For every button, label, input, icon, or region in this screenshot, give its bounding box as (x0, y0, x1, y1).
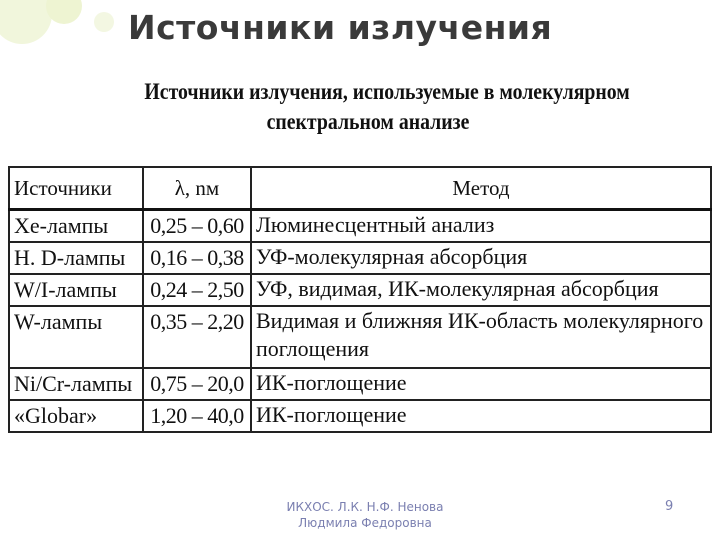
method-cell: ИК-поглощение (251, 400, 711, 432)
table-row (9, 242, 711, 274)
source-cell: «Globar» (9, 400, 143, 432)
wavelength-cell: 0,75 – 20,0 (143, 368, 251, 400)
header-sources: Источники (9, 167, 143, 210)
slide-title: Источники излучения (128, 8, 553, 47)
footer-author (270, 499, 460, 531)
table-row (9, 306, 711, 368)
table-caption-line2: спектральном анализе (266, 109, 470, 134)
table-row (9, 368, 711, 400)
table-row (9, 274, 711, 306)
method-cell: УФ-молекулярная абсорбция (251, 242, 711, 274)
header-wavelength: λ, nм (143, 167, 251, 210)
wavelength-cell: 0,24 – 2,50 (143, 274, 251, 306)
footer-author-line2: Людмила Федоровна (298, 516, 432, 530)
table-header-row (9, 167, 711, 210)
method-cell: Люминесцентный анализ (251, 210, 711, 243)
table-row (9, 400, 711, 432)
source-cell: W-лампы (9, 306, 143, 368)
source-cell: Хе-лампы (9, 210, 143, 243)
footer-author-line1: ИКХОС. Л.К. Н.Ф. Ненова (286, 500, 444, 514)
method-cell: ИК-поглощение (251, 368, 711, 400)
method-cell: Видимая и ближняя ИК-область молекулярного поглощения (251, 306, 711, 368)
table-row (9, 210, 711, 243)
wavelength-cell: 0,16 – 0,38 (143, 242, 251, 274)
scanned-table-image (8, 64, 714, 516)
source-cell: Н. D-лампы (9, 242, 143, 274)
source-cell: W/I-лампы (9, 274, 143, 306)
wavelength-cell: 0,25 – 0,60 (143, 210, 251, 243)
method-cell: УФ, видимая, ИК-молекулярная абсорбция (251, 274, 711, 306)
source-cell: Ni/Cr-лампы (9, 368, 143, 400)
wavelength-cell: 0,35 – 2,20 (143, 306, 251, 368)
wavelength-cell: 1,20 – 40,0 (143, 400, 251, 432)
header-method: Метод (251, 167, 711, 210)
page-number: 9 (665, 499, 674, 514)
radiation-sources-table (8, 166, 712, 433)
table-caption-line1: Источники излучения, используемые в молекулярном (144, 79, 630, 104)
